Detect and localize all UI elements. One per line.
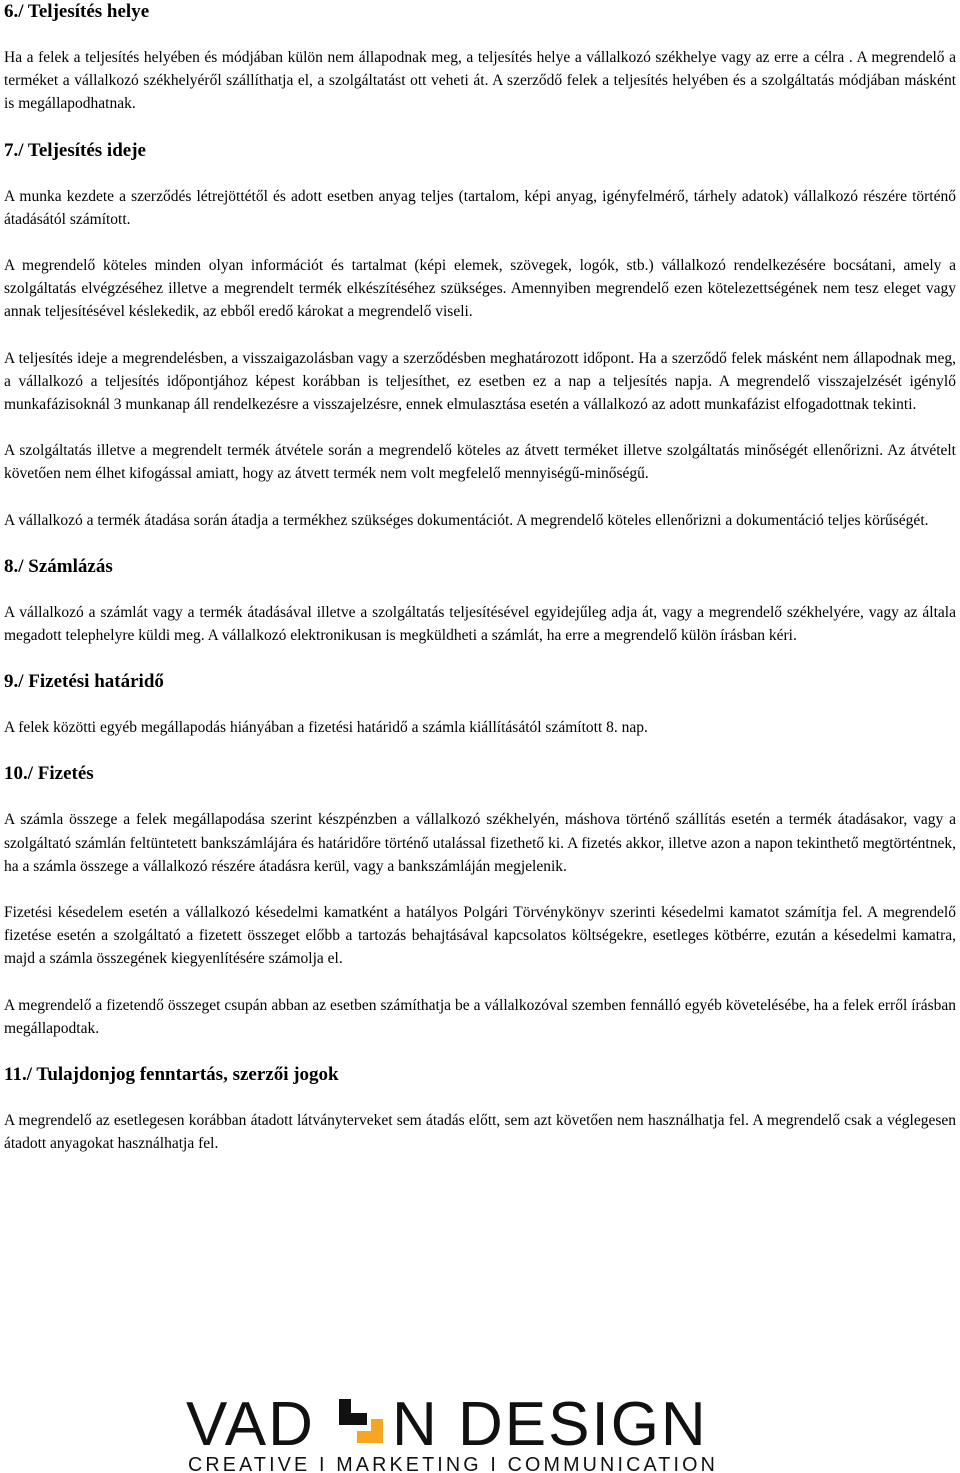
section-8 [4, 555, 956, 647]
paragraph: A megrendelő köteles minden olyan információt és tartalmat (képi elemek, szövegek, logók, stb.) vállalkozó rendelkezésére bocsátani, amely a szolgáltatás elvégzéséhez illetve a megrendelt termék elkészítéséhez szükséges. Amennyiben megrendelő ezen kötelezettségének nem tesz eleget vagy annak teljesítésével késlekedik, az ebből eredő károkat a megrendelő viseli. [4, 257, 956, 321]
paragraph: Ha a felek a teljesítés helyében és módjában külön nem állapodnak meg, a teljesítés helye a vállalkozó székhelye vagy az erre a célra . A megrendelő a terméket a vállalkozó székhelyéről szállíthatja el, a szolgáltatást ott veheti át. A szerződő felek a teljesítés helyében és a szolgáltatás módjában másként is megállapodhatnak. [4, 49, 956, 113]
paragraph: A megrendelő a fizetendő összeget csupán abban az esetben számíthatja be a vállalkozóval szemben fennálló egyéb követelésébe, ha a felek erről írásban megállapodtak. [4, 996, 956, 1037]
section-heading: 9./ Fizetési határidő [4, 671, 164, 693]
paragraph: A számla összege a felek megállapodása szerint készpénzben a vállalkozó székhelyén, máshova történő szállítás esetén a termék átadásakor, vagy a szolgáltató számlán feltüntetett bankszámlájára és határidőre történő utalással fizethető ki. A fizetés akkor, illetve azon a napon tekinthető megtörténtnek, ha a számla összege a vállalkozó részére átadásra kerül, vagy a bankszámláján megjelenik. [4, 811, 956, 875]
paragraph: A szolgáltatás illetve a megrendelt termék átvétele során a megrendelő köteles az átvett terméket illetve szolgáltatás minőségét ellenőrizni. Az átvételt követően nem élhet kifogással amiatt, hogy az átvett termék nem volt megfelelő mennyiségű-minőségű. [4, 442, 956, 483]
logo-graphic [0, 1383, 960, 1473]
section-7 [4, 139, 956, 532]
paragraph: A munka kezdete a szerződés létrejöttétől és adott esetben anyag teljes (tartalom, képi anyag, igényfelmérő, tárhely adatok) vállalkozó részére történő átadásától számított. [4, 187, 956, 228]
paragraph: A megrendelő az esetlegesen korábban átadott látványterveket sem átadás előtt, sem azt követően nem használhatja fel. A megrendelő csak a véglegesen átadott anyagokat használhatja fel. [4, 1112, 956, 1153]
section-6 [4, 0, 956, 116]
section-heading: 10./ Fizetés [4, 763, 94, 785]
logo-name-right: N DESIGN [392, 1390, 708, 1459]
section-11 [4, 1063, 956, 1155]
logo-name-left: VAD [186, 1390, 315, 1459]
section-heading: 6./ Teljesítés helye [4, 1, 150, 22]
paragraph: A felek közötti egyéb megállapodás hiányában a fizetési határidő a számla kiállításától számított 8. nap. [4, 719, 648, 737]
company-logo [0, 1383, 960, 1473]
logo-tagline: CREATIVE I MARKETING I COMMUNICATION [188, 1454, 718, 1473]
section-9 [4, 670, 956, 739]
logo-mark-icon [339, 1399, 383, 1443]
paragraph: Fizetési késedelem esetén a vállalkozó késedelmi kamatként a hatályos Polgári Törvénykönyv szerinti késedelmi kamatot számítja fel. A megrendelő fizetése esetén a szolgáltató a fizetett összeget előbb a tartozás behajtásával kapcsolatos költségekre, esetleges kötbérre, ezután a késedelmi kamatra, majd a számla összegének kiegyenlítésére számolja el. [4, 904, 956, 968]
section-heading: 8./ Számlázás [4, 555, 113, 577]
paragraph: A teljesítés ideje a megrendelésben, a visszaigazolásban vagy a szerződésben meghatározott időpont. Ha a szerződő felek másként nem állapodnak meg, a vállalkozó a teljesítés időpontjához képest korábban is teljesíthet, ez esetben ez a nap a teljesítés napja. A megrendelő visszajelzését igénylő munkafázisoknál 3 munkanap áll rendelkezésre a visszajelzésre, ennek elmulasztása esetén a vállalkozó az adott munkafázist elfogadottnak tekinti. [4, 349, 956, 414]
section-10 [4, 762, 956, 1040]
section-heading: 11./ Tulajdonjog fenntartás, szerzői jogok [4, 1064, 339, 1086]
section-heading: 7./ Teljesítés ideje [4, 139, 146, 161]
paragraph: A vállalkozó a számlát vagy a termék átadásával illetve a szolgáltatás teljesítésével egyidejűleg adja át, vagy a megrendelő székhelyére, vagy az általa megadott telephelyre küldi meg. A vállalkozó elektronikusan is megküldheti a számlát, ha erre a megrendelő külön írásban kéri. [4, 603, 956, 645]
document-body [4, 0, 956, 1178]
paragraph: A vállalkozó a termék átadása során átadja a termékhez szükséges dokumentációt. A megrendelő köteles ellenőrizni a dokumentáció teljes körűségét. [4, 511, 929, 529]
